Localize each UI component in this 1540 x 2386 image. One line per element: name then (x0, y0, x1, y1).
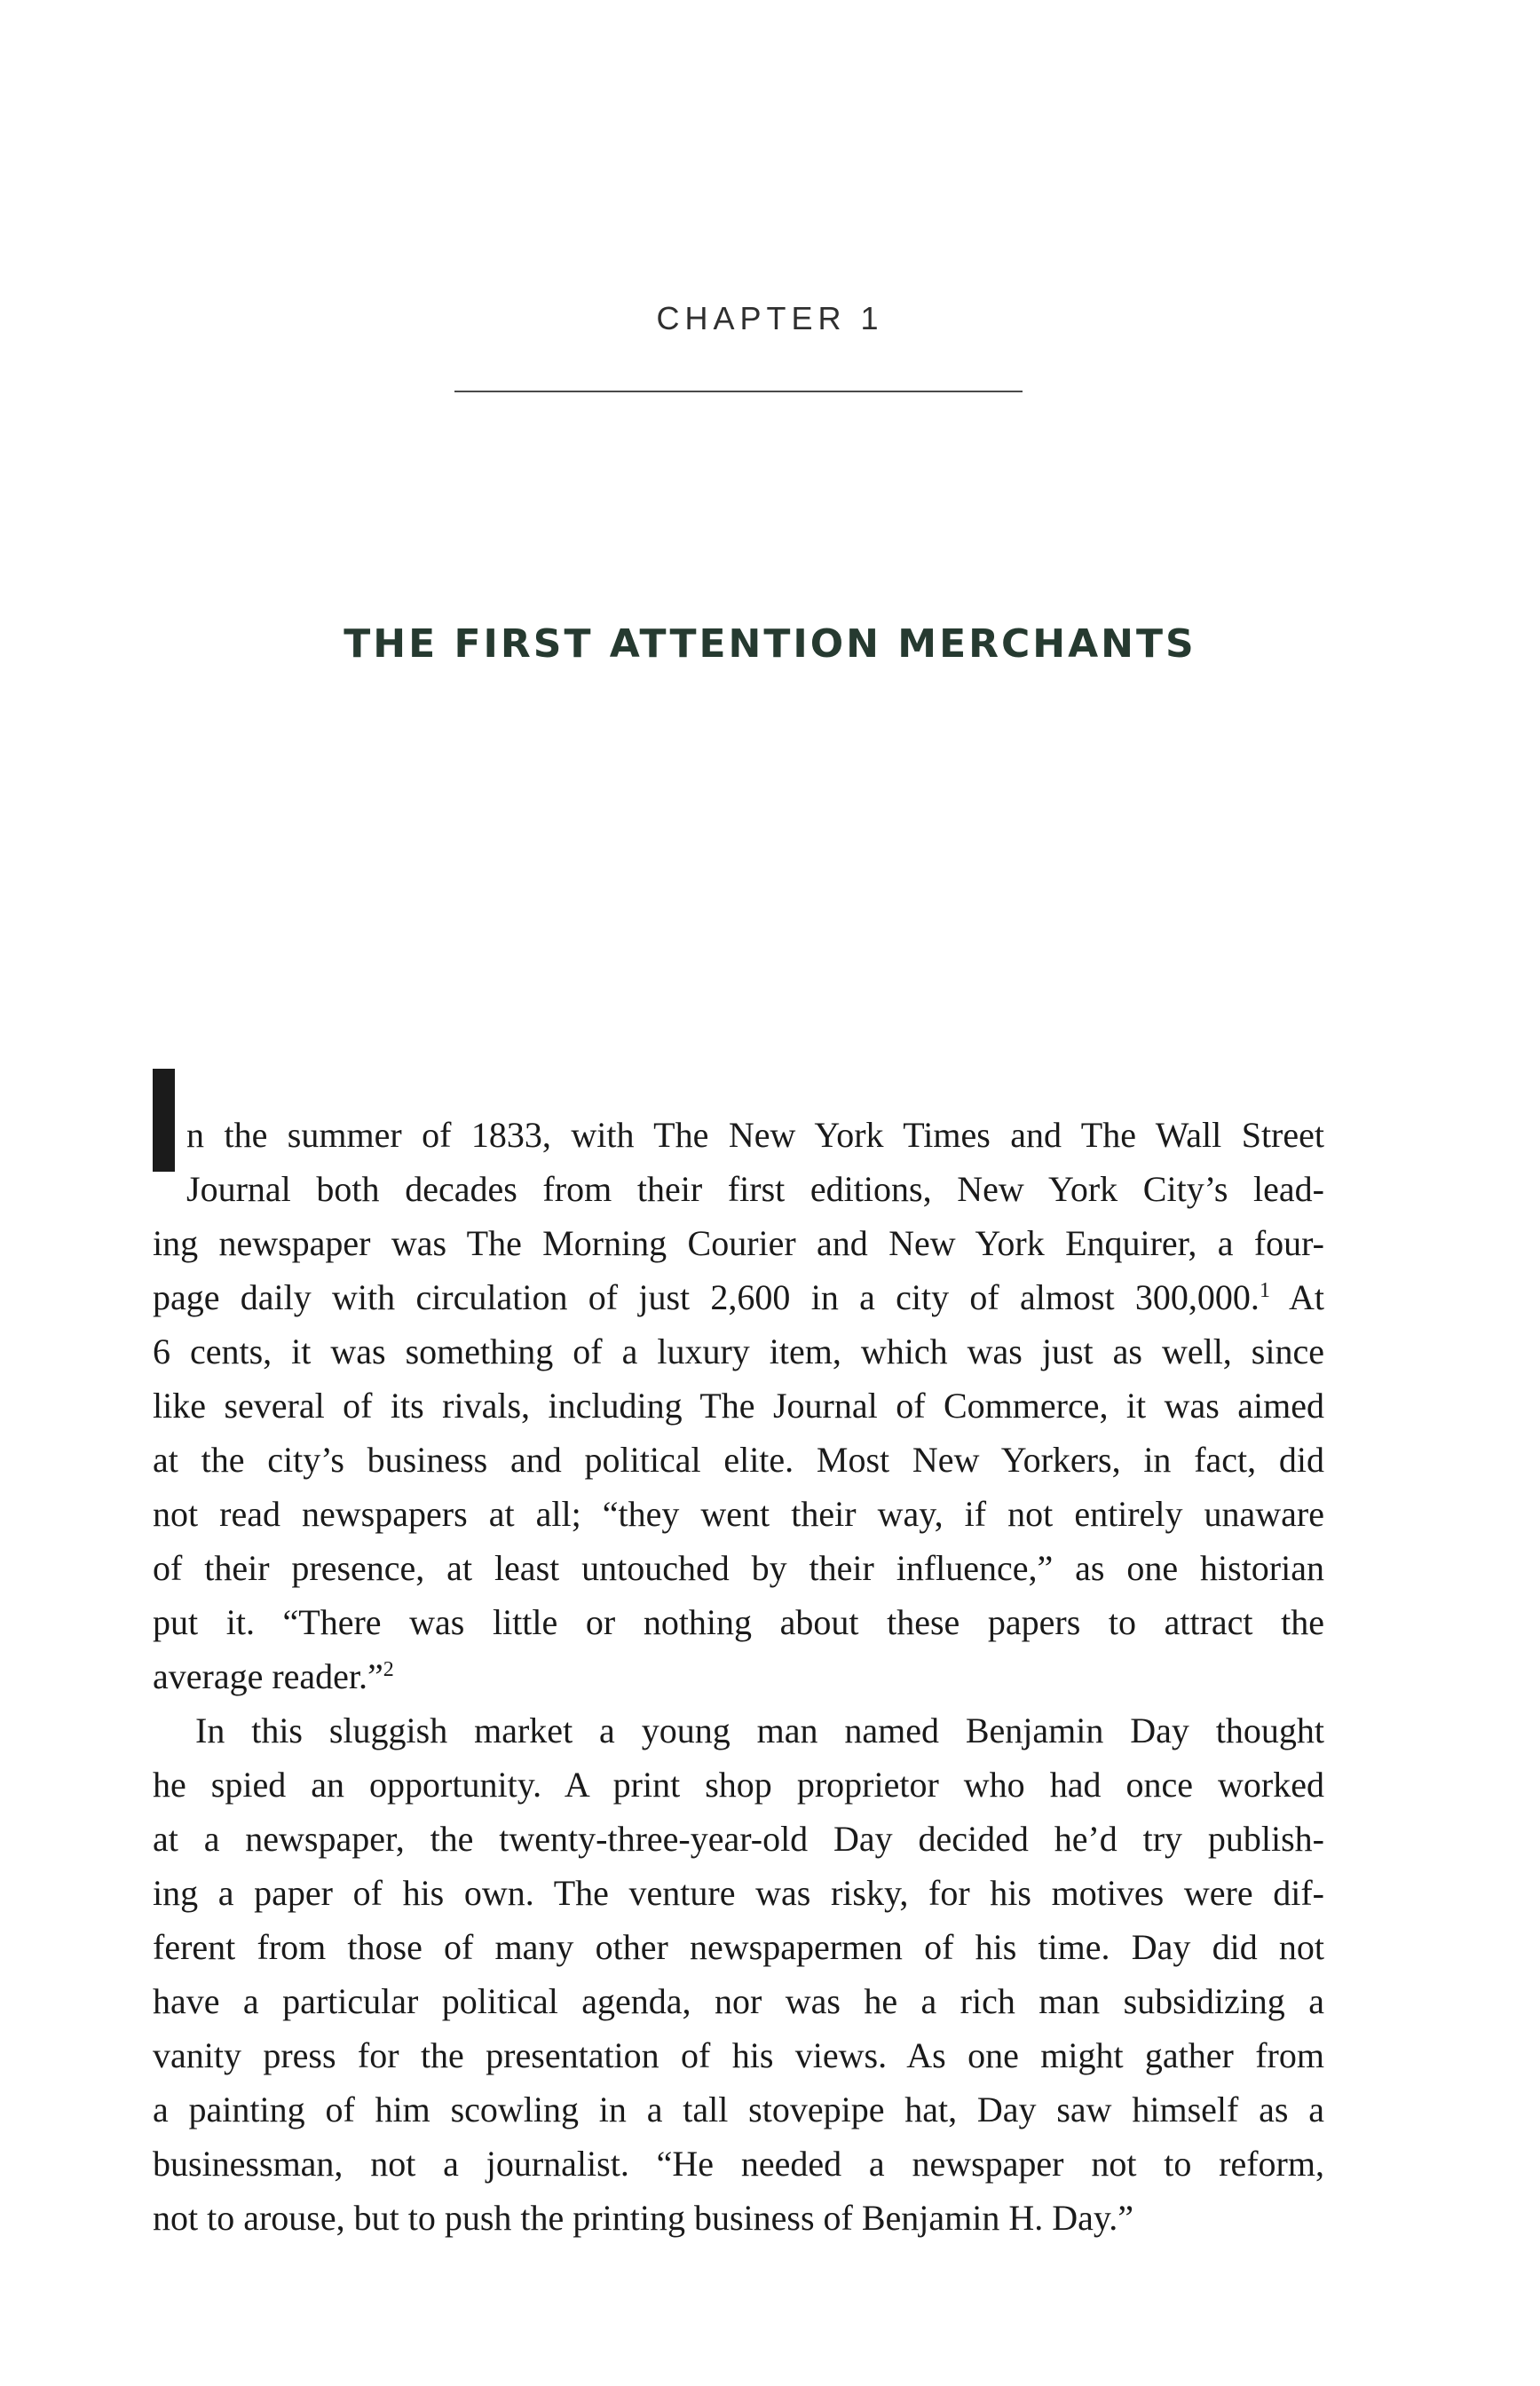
text-line: In this sluggish market a young man named Benjamin Day thought (195, 1710, 1324, 1750)
footnote-marker: 2 (383, 1658, 394, 1681)
text-line: have a particular political agenda, nor was he a rich man subsidizing a (153, 1981, 1324, 2021)
text-line: 6 cents, it was something of a luxury item, which was just as well, since (153, 1331, 1324, 1371)
text-segment: At (1269, 1277, 1324, 1317)
text-line: not read newspapers at all; “they went their way, if not entirely unaware (153, 1494, 1324, 1534)
text-line: like several of its rivals, including The Journal of Commerce, it was aimed (153, 1386, 1324, 1426)
text-line: of their presence, at least untouched by their influence,” as one historian (153, 1548, 1324, 1588)
footnote-marker: 1 (1259, 1279, 1270, 1302)
text-line-with-footnote (153, 1649, 1324, 1703)
text-segment: average reader.” (153, 1656, 383, 1696)
paragraph-1 (153, 1108, 1324, 1703)
text-line: at the city’s business and political elite. Most New Yorkers, in fact, did (153, 1440, 1324, 1480)
text-line-with-footnote (153, 1270, 1324, 1324)
text-line: a painting of him scowling in a tall stovepipe hat, Day saw himself as a (153, 2090, 1324, 2129)
text-line: not to arouse, but to push the printing business of Benjamin H. Day.” (153, 2198, 1134, 2238)
text-line: businessman, not a journalist. “He needed a newspaper not to reform, (153, 2144, 1324, 2184)
text-line: vanity press for the presentation of his views. As one might gather from (153, 2035, 1324, 2075)
chapter-rule (454, 391, 1023, 392)
text-line: put it. “There was little or nothing about these papers to attract the (153, 1602, 1324, 1642)
text-line: ing newspaper was The Morning Courier and New York Enquirer, a four- (153, 1223, 1324, 1263)
text-segment: page daily with circulation of just 2,600 in a city of almost 300,000. (153, 1277, 1260, 1317)
text-line: at a newspaper, the twenty-three-year-old Day decided he’d try publish- (153, 1819, 1324, 1859)
text-line: n the summer of 1833, with The New York Times and The Wall Street (186, 1115, 1324, 1155)
chapter-title: THE FIRST ATTENTION MERCHANTS (344, 621, 1196, 667)
text-line: ing a paper of his own. The venture was risky, for his motives were dif- (153, 1873, 1324, 1913)
text-line: ferent from those of many other newspapermen of his time. Day did not (153, 1927, 1324, 1967)
text-line: he spied an opportunity. A print shop proprietor who had once worked (153, 1765, 1324, 1805)
text-line: Journal both decades from their first editions, New York City’s lead- (186, 1169, 1324, 1209)
body-text (153, 1108, 1324, 2245)
paragraph-2 (153, 1703, 1324, 2245)
chapter-label: CHAPTER 1 (656, 300, 884, 336)
